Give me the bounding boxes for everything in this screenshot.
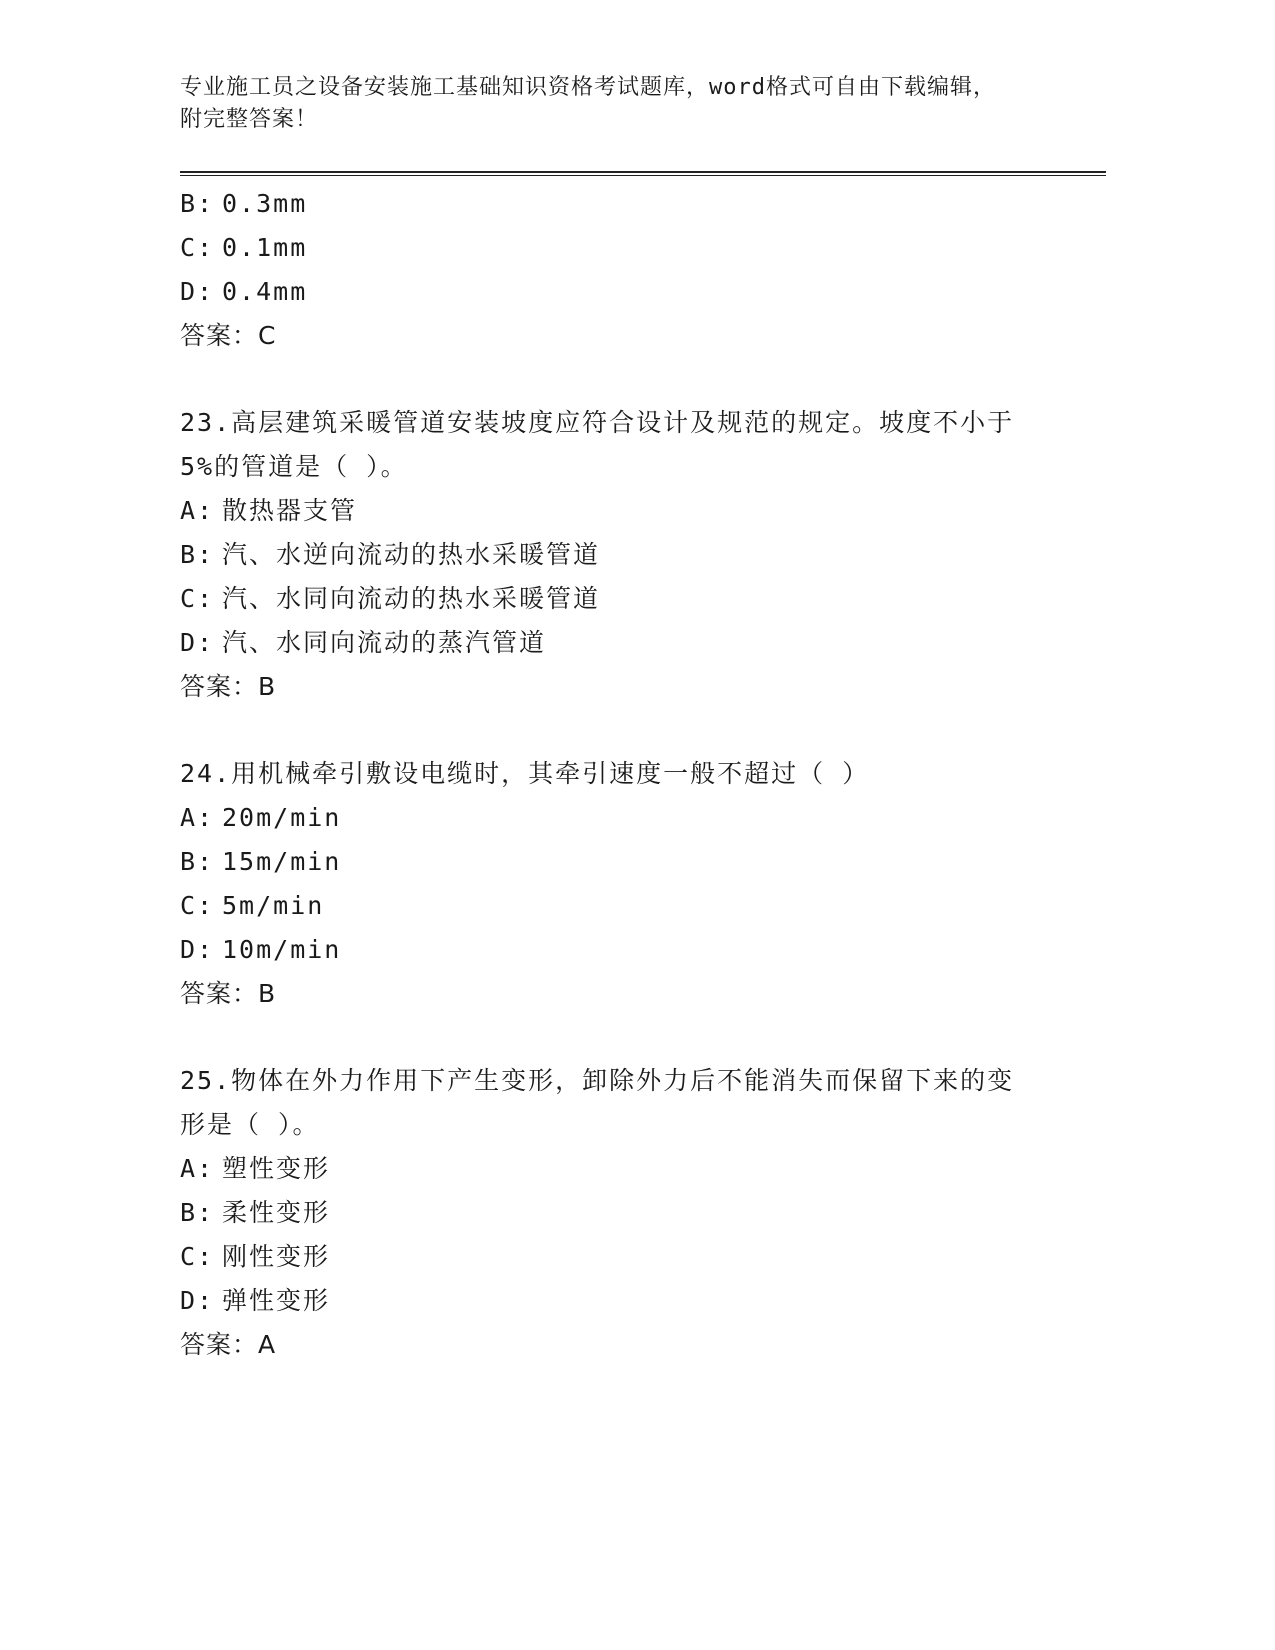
question-list: [180, 182, 1080, 1367]
option-c: C: 5m/min: [180, 891, 325, 920]
question-text-cont: 形是（ ）。: [180, 1110, 320, 1139]
option-b: B: 0.3mm: [180, 189, 308, 218]
header-line-2: 附完整答案！: [180, 107, 319, 132]
question-24: [180, 752, 1080, 1016]
question-text-cont: 5%的管道是（ ）。: [180, 452, 408, 481]
option-c: C: 汽、水同向流动的热水采暖管道: [180, 584, 601, 613]
question-text: 23.高层建筑采暖管道安装坡度应符合设计及规范的规定。坡度不小于: [180, 408, 1015, 437]
option-d: D: 10m/min: [180, 935, 342, 964]
header-divider-thick: [180, 171, 1106, 173]
option-c: C: 0.1mm: [180, 233, 308, 262]
option-b: B: 柔性变形: [180, 1198, 331, 1227]
answer: 答案：B: [180, 672, 277, 701]
option-b: B: 汽、水逆向流动的热水采暖管道: [180, 540, 601, 569]
answer: 答案：A: [180, 1330, 277, 1359]
header-line-1: 专业施工员之设备安装施工基础知识资格考试题库，word格式可自由下载编辑，: [180, 75, 996, 100]
option-c: C: 刚性变形: [180, 1242, 331, 1271]
option-d: D: 汽、水同向流动的蒸汽管道: [180, 628, 547, 657]
question-25: [180, 1059, 1080, 1367]
option-a: A: 散热器支管: [180, 496, 358, 525]
option-d: D: 0.4mm: [180, 277, 308, 306]
answer: 答案：C: [180, 321, 277, 350]
option-a: A: 塑性变形: [180, 1154, 331, 1183]
question-text: 24.用机械牵引敷设电缆时，其牵引速度一般不超过（ ）: [180, 759, 870, 788]
option-b: B: 15m/min: [180, 847, 342, 876]
header-divider-thin: [180, 175, 1106, 176]
answer: 答案：B: [180, 979, 277, 1008]
question-23: [180, 401, 1080, 709]
option-d: D: 弹性变形: [180, 1286, 331, 1315]
question-text: 25.物体在外力作用下产生变形，卸除外力后不能消失而保留下来的变: [180, 1066, 1015, 1095]
question-fragment: [180, 182, 1080, 358]
page-header: [180, 72, 1060, 136]
option-a: A: 20m/min: [180, 803, 342, 832]
